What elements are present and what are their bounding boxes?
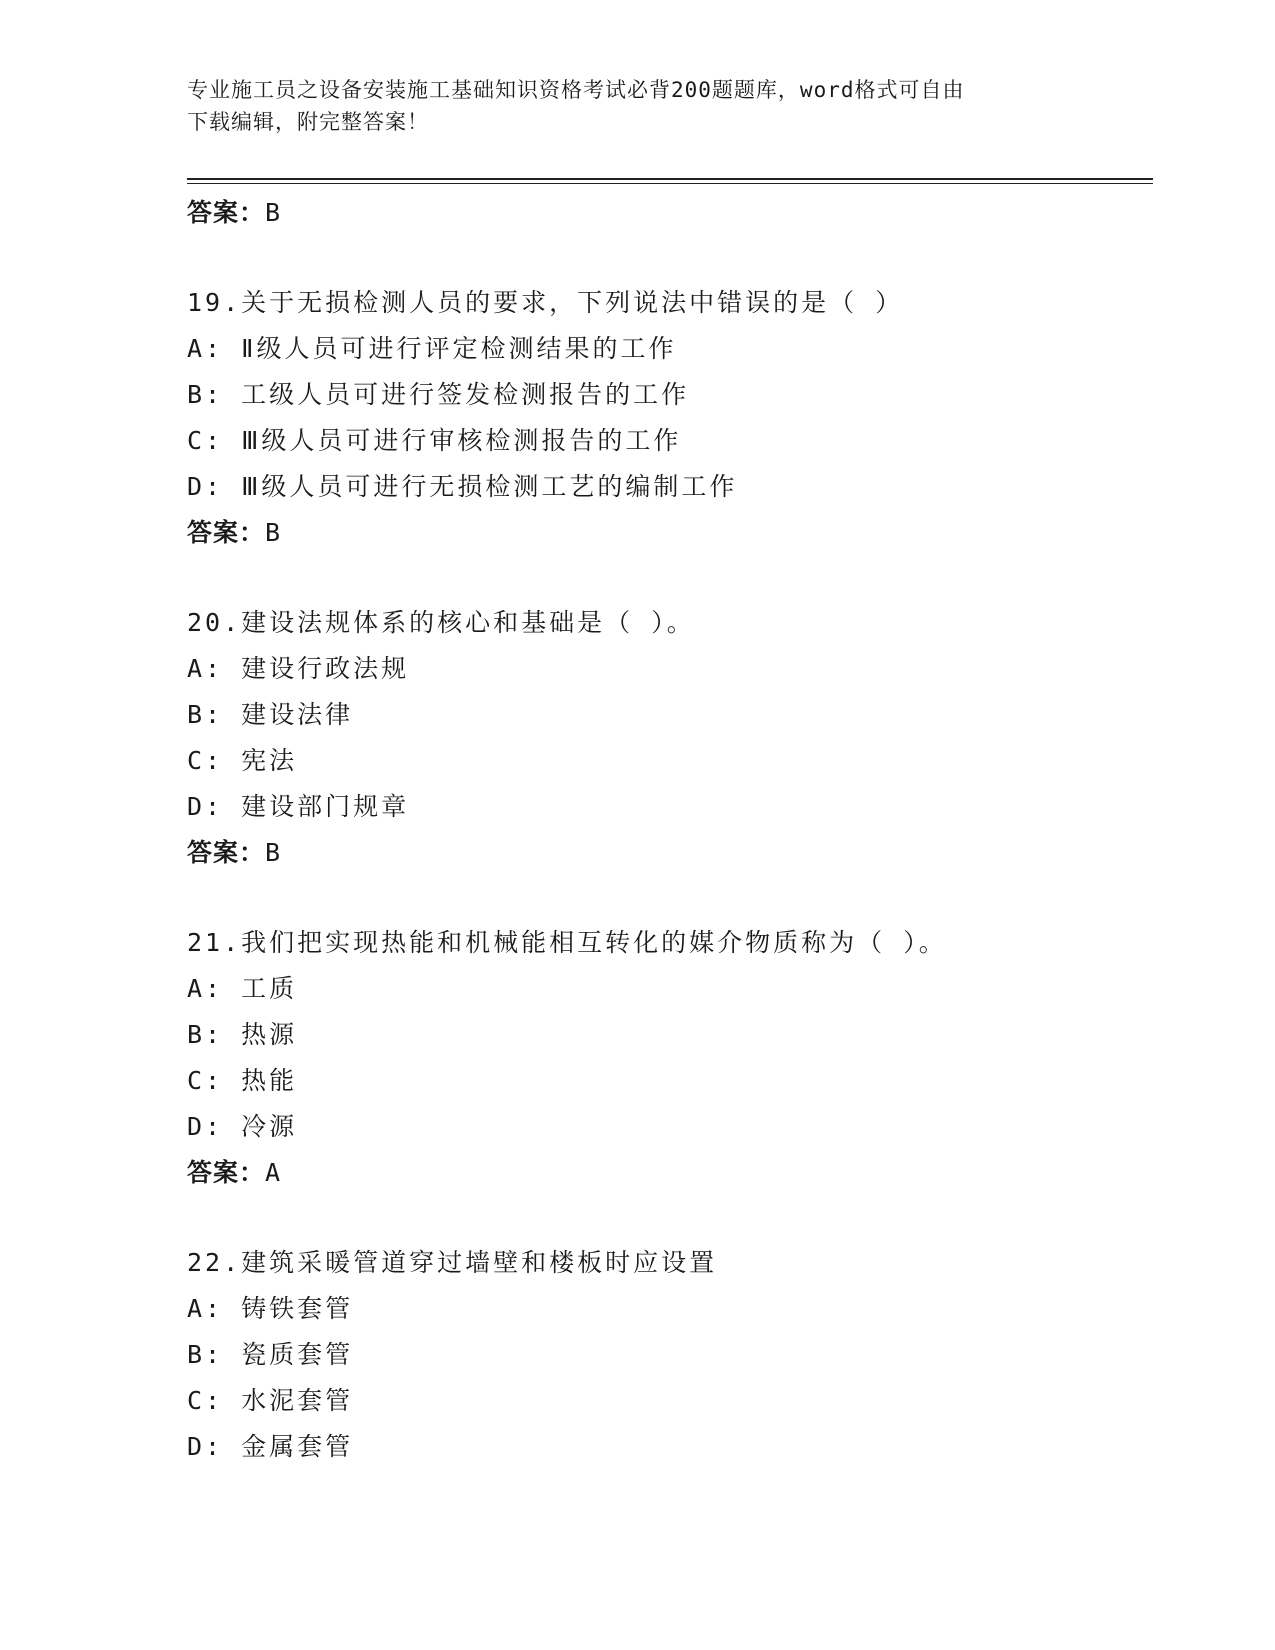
- option-d: D: Ⅲ级人员可进行无损检测工艺的编制工作: [187, 472, 738, 501]
- question-22: [187, 1240, 1153, 1470]
- answer-value: B: [265, 838, 282, 867]
- answer-label: 答案：: [187, 518, 266, 547]
- header-divider-thin: [187, 183, 1153, 184]
- header-line-1: 专业施工员之设备安装施工基础知识资格考试必背200题题库，word格式可自由: [187, 78, 965, 102]
- answer-value: A: [265, 1158, 282, 1187]
- answer-label: 答案：: [187, 198, 266, 227]
- option-c: C: Ⅲ级人员可进行审核检测报告的工作: [187, 426, 682, 455]
- answer: [187, 1150, 1153, 1196]
- option-c: C: 水泥套管: [187, 1386, 354, 1415]
- answer: [187, 830, 1153, 876]
- answer: [187, 510, 1153, 556]
- question-stem: 21.我们把实现热能和机械能相互转化的媒介物质称为（ ）。: [187, 928, 947, 957]
- option-b: B: 建设法律: [187, 700, 354, 729]
- option-c: C: 热能: [187, 1066, 298, 1095]
- question-stem: 19.关于无损检测人员的要求，下列说法中错误的是（ ）: [187, 288, 904, 317]
- option-a: A: 铸铁套管: [187, 1294, 354, 1323]
- question-stem: 22.建筑采暖管道穿过墙壁和楼板时应设置: [187, 1248, 718, 1277]
- option-b: B: 瓷质套管: [187, 1340, 354, 1369]
- spacer: [187, 1196, 1153, 1240]
- header-divider-thick: [187, 178, 1153, 180]
- question-21: [187, 920, 1153, 1196]
- answer-prev: [187, 190, 1153, 236]
- option-a: A: Ⅱ级人员可进行评定检测结果的工作: [187, 334, 677, 363]
- spacer: [187, 236, 1153, 280]
- option-d: D: 建设部门规章: [187, 792, 410, 821]
- question-19: [187, 280, 1153, 556]
- option-c: C: 宪法: [187, 746, 298, 775]
- spacer: [187, 876, 1153, 920]
- answer-value: B: [265, 518, 282, 547]
- header-line-2: 下载编辑，附完整答案！: [187, 110, 429, 134]
- question-stem: 20.建设法规体系的核心和基础是（ ）。: [187, 608, 695, 637]
- answer-value: B: [265, 198, 282, 227]
- option-d: D: 冷源: [187, 1112, 298, 1141]
- question-list: [187, 190, 1153, 1470]
- option-b: B: 工级人员可进行签发检测报告的工作: [187, 380, 690, 409]
- option-a: A: 建设行政法规: [187, 654, 410, 683]
- question-20: [187, 600, 1153, 876]
- spacer: [187, 556, 1153, 600]
- option-a: A: 工质: [187, 974, 298, 1003]
- answer-label: 答案：: [187, 838, 266, 867]
- option-d: D: 金属套管: [187, 1432, 354, 1461]
- option-b: B: 热源: [187, 1020, 298, 1049]
- document-header: [187, 74, 1067, 138]
- answer-label: 答案：: [187, 1158, 266, 1187]
